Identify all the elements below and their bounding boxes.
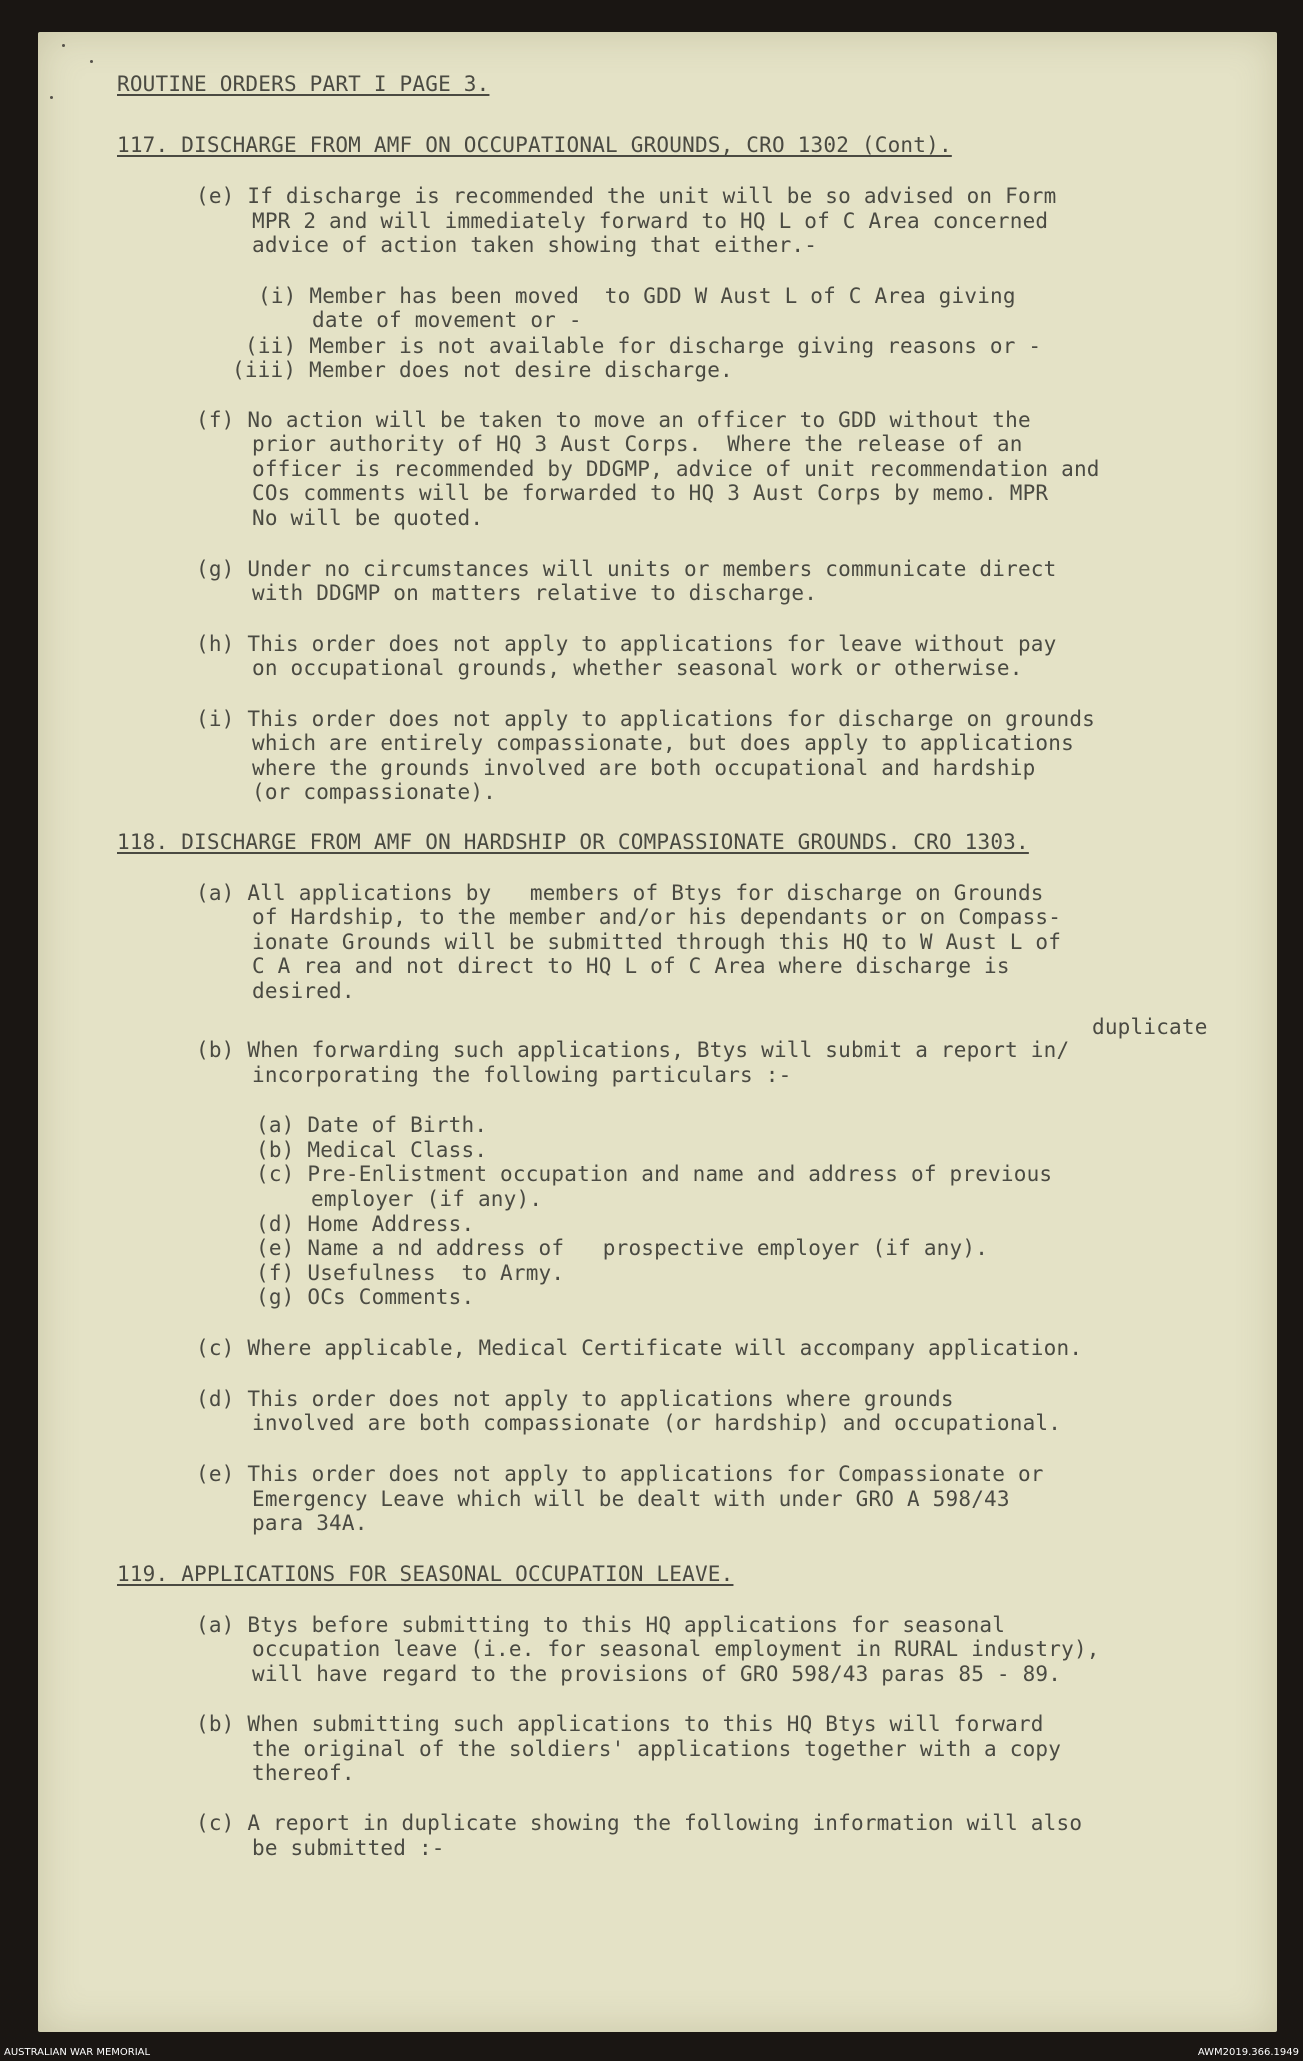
s118-a-line-4: C A rea and not direct to HQ L of C Area where discharge is [252, 954, 1010, 978]
s117-i-line-3: where the grounds involved are both occupational and hardship [252, 756, 1036, 780]
archive-name: AUSTRALIAN WAR MEMORIAL [4, 2047, 151, 2058]
s118-e-line-2: Emergency Leave which will be dealt with under GRO A 598/43 [252, 1487, 1010, 1511]
s118-a-line-5: desired. [252, 979, 355, 1003]
s117-f-line-5: No will be quoted. [252, 506, 484, 530]
s117-g-line-1: (g) Under no circumstances will units or members communicate direct [196, 557, 1057, 581]
s118-b-insertion: duplicate [1092, 1015, 1208, 1039]
s119-c-line-2: be submitted :- [252, 1836, 445, 1860]
s117-e-line-3: advice of action taken showing that either.- [252, 233, 818, 257]
s117-e-i-line-1: (i) Member has been moved to GDD W Aust L of C Area giving [258, 284, 1016, 308]
s119-a-line-3: will have regard to the provisions of GRO 598/43 paras 85 - 89. [252, 1662, 1062, 1686]
s118-e-line-1: (e) This order does not apply to applications for Compassionate or [196, 1462, 1044, 1486]
s118-b-item-f: (f) Usefulness to Army. [256, 1261, 565, 1285]
s117-f-line-3: officer is recommended by DDGMP, advice of unit recommendation and [252, 457, 1100, 481]
s118-b-item-c-cont: employer (if any). [311, 1187, 543, 1211]
s117-f-line-1: (f) No action will be taken to move an officer to GDD without the [196, 408, 1031, 432]
accession-number: AWM2019.366.1949 [1197, 2047, 1299, 2058]
s118-b-item-e: (e) Name a nd address of prospective employer (if any). [256, 1236, 989, 1260]
s118-c: (c) Where applicable, Medical Certificate will accompany application. [196, 1336, 1083, 1360]
s118-a-line-1: (a) All applications by members of Btys for discharge on Grounds [196, 881, 1044, 905]
s119-c-line-1: (c) A report in duplicate showing the following information will also [196, 1811, 1083, 1835]
s118-d-line-1: (d) This order does not apply to applications where grounds [196, 1387, 954, 1411]
s119-a-line-2: occupation leave (i.e. for seasonal employment in RURAL industry), [252, 1637, 1100, 1661]
section-119-title: 119. APPLICATIONS FOR SEASONAL OCCUPATION LEAVE. [117, 1562, 734, 1586]
s117-e-ii: (ii) Member is not available for discharge giving reasons or - [245, 334, 1042, 358]
s118-d-line-2: involved are both compassionate (or hardship) and occupational. [252, 1411, 1062, 1435]
s118-b-item-b: (b) Medical Class. [256, 1138, 488, 1162]
section-118-title: 118. DISCHARGE FROM AMF ON HARDSHIP OR COMPASSIONATE GROUNDS. CRO 1303. [117, 830, 1029, 854]
section-117-title: 117. DISCHARGE FROM AMF ON OCCUPATIONAL GROUNDS, CRO 1302 (Cont). [117, 133, 952, 157]
document-page [38, 32, 1277, 2032]
s117-e-line-2: MPR 2 and will immediately forward to HQ L of C Area concerned [252, 209, 1049, 233]
s117-e-iii: (iii) Member does not desire discharge. [232, 358, 733, 382]
s117-i-line-1: (i) This order does not apply to applications for discharge on grounds [196, 707, 1096, 731]
s117-f-line-4: COs comments will be forwarded to HQ 3 Aust Corps by memo. MPR [252, 481, 1049, 505]
s117-h-line-2: on occupational grounds, whether seasonal work or otherwise. [252, 656, 1023, 680]
s117-i-line-4: (or compassionate). [252, 780, 497, 804]
s118-b-item-d: (d) Home Address. [256, 1212, 475, 1236]
s119-b-line-3: thereof. [252, 1761, 355, 1785]
s117-i-line-2: which are entirely compassionate, but does apply to applications [252, 731, 1074, 755]
s118-b-line-1: (b) When forwarding such applications, Btys will submit a report in/ [196, 1038, 1070, 1062]
s118-a-line-2: of Hardship, to the member and/or his dependants or on Compass- [252, 905, 1062, 929]
s117-g-line-2: with DDGMP on matters relative to discharge. [252, 581, 818, 605]
page-header: ROUTINE ORDERS PART I PAGE 3. [117, 72, 490, 96]
s118-b-line-2: incorporating the following particulars :- [252, 1063, 792, 1087]
s119-b-line-2: the original of the soldiers' applications together with a copy [252, 1737, 1062, 1761]
s117-e-i-line-2: date of movement or - [312, 308, 582, 332]
s117-h-line-1: (h) This order does not apply to applications for leave without pay [196, 632, 1057, 656]
s118-b-item-g: (g) OCs Comments. [256, 1285, 475, 1309]
s118-b-item-c: (c) Pre-Enlistment occupation and name and address of previous [256, 1162, 1053, 1186]
s117-e-line-1: (e) If discharge is recommended the unit will be so advised on Form [196, 184, 1057, 208]
s118-b-item-a: (a) Date of Birth. [256, 1113, 488, 1137]
paper-speck [90, 60, 93, 63]
s118-a-line-3: ionate Grounds will be submitted through this HQ to W Aust L of [252, 930, 1062, 954]
s118-e-line-3: para 34A. [252, 1511, 368, 1535]
s117-f-line-2: prior authority of HQ 3 Aust Corps. Where the release of an [252, 432, 1023, 456]
archive-footer [0, 2044, 1303, 2061]
paper-speck [62, 44, 65, 47]
s119-b-line-1: (b) When submitting such applications to this HQ Btys will forward [196, 1712, 1044, 1736]
s119-a-line-1: (a) Btys before submitting to this HQ applications for seasonal [196, 1613, 1006, 1637]
paper-speck [50, 96, 53, 99]
